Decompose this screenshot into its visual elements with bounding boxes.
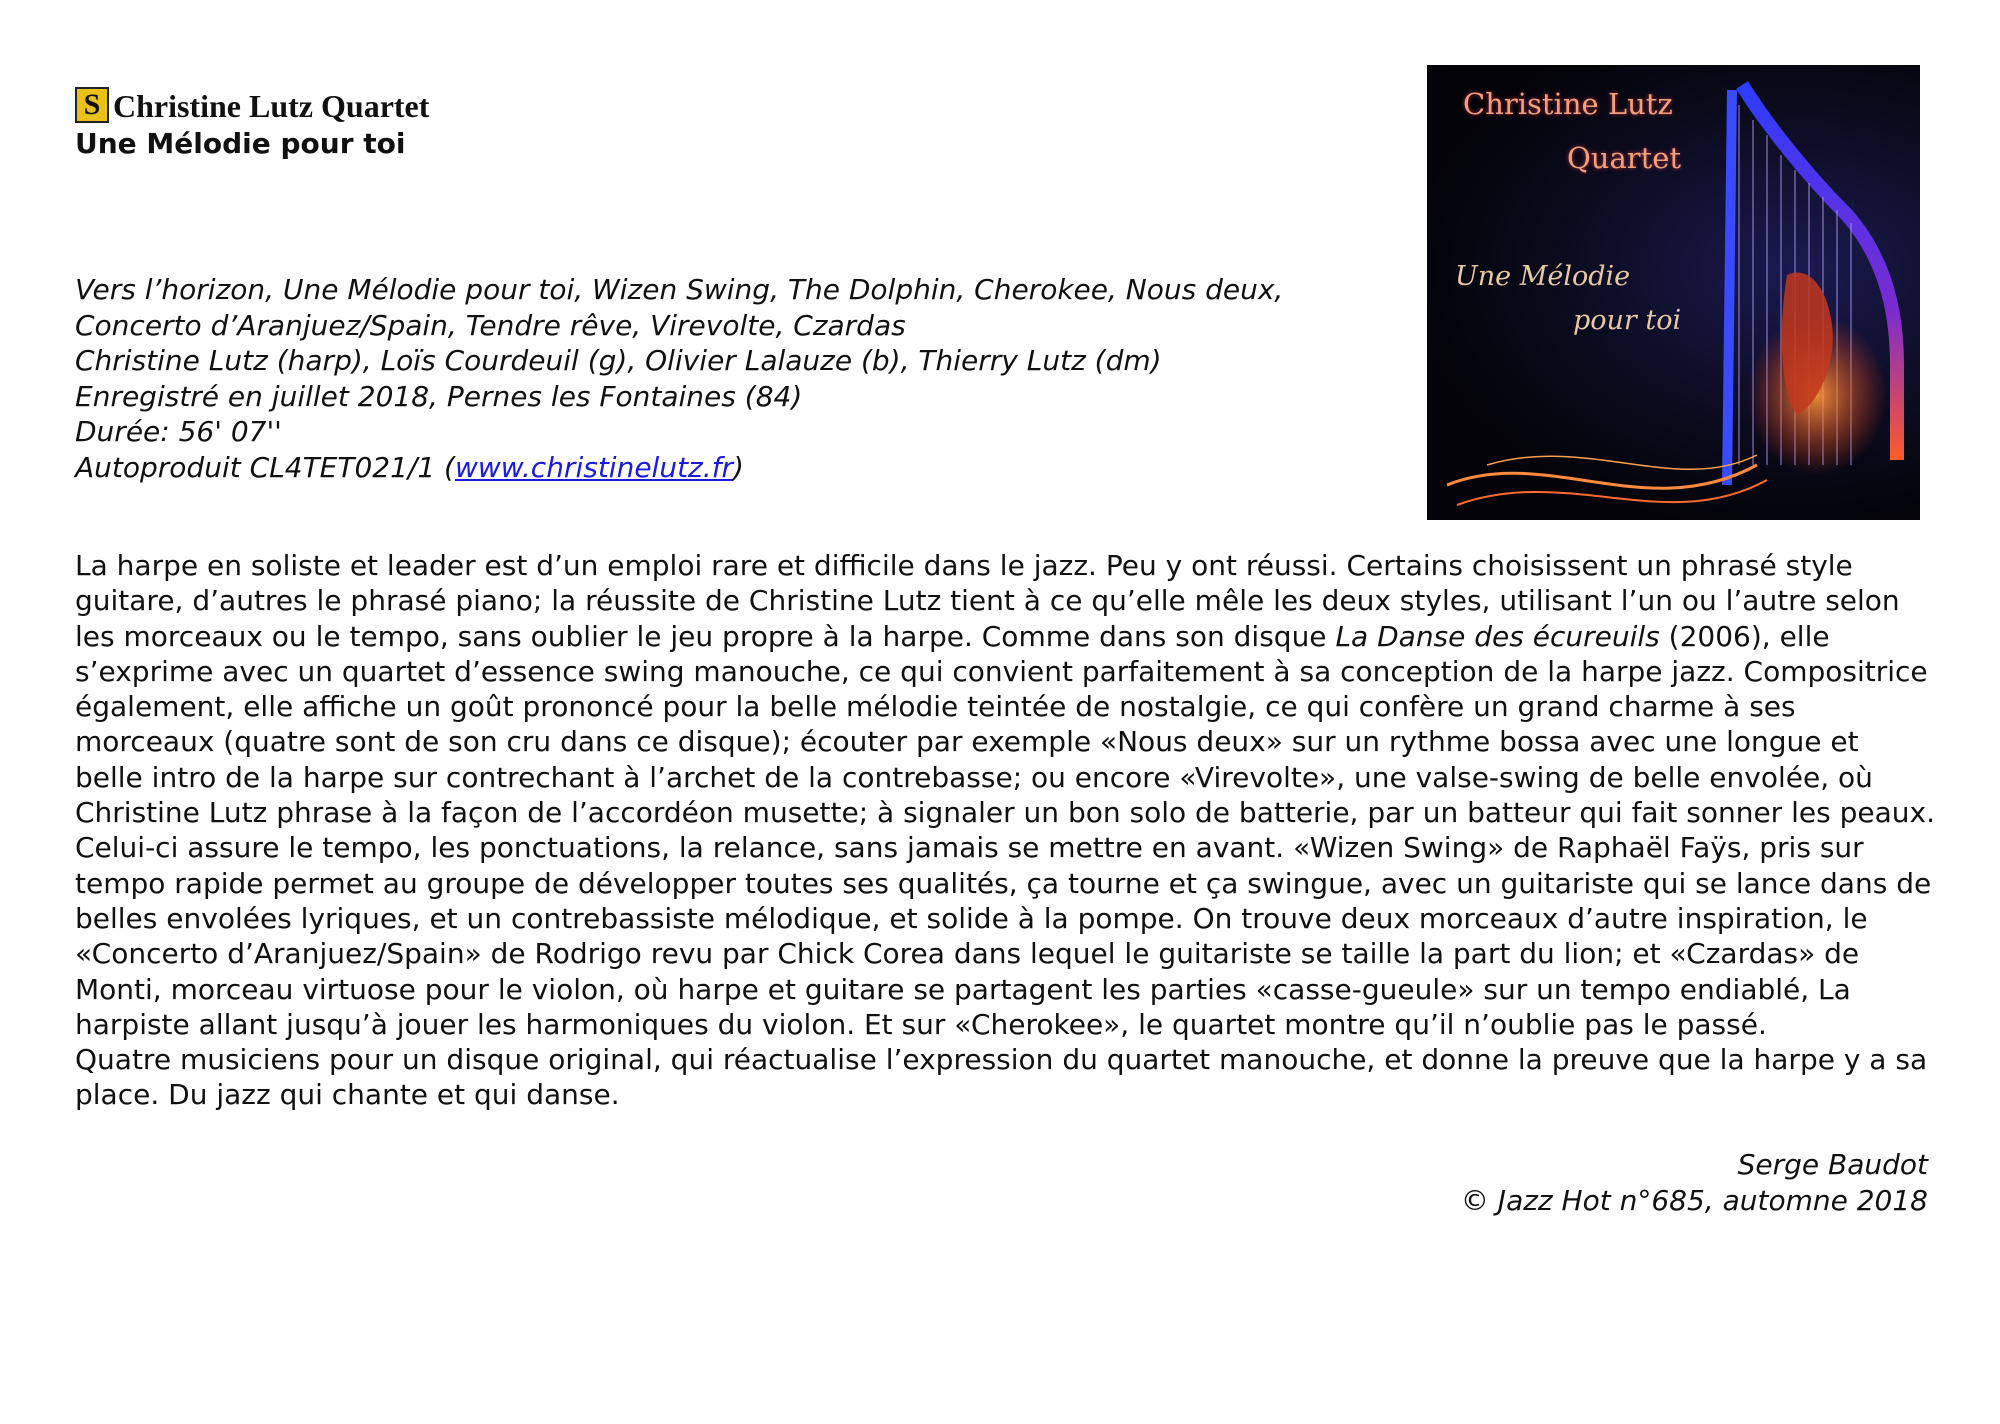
track-list-line-2: Concerto d’Aranjuez/Spain, Tendre rêve, Virevolte, Czardas: [75, 308, 906, 342]
personnel: Christine Lutz (harp), Loïs Courdeuil (g), Olivier Lalauze (b), Thierry Lutz (dm): [75, 344, 1162, 377]
artist-name: Christine Lutz Quartet: [113, 88, 430, 124]
artist-line: [75, 88, 429, 125]
harp-illustration: [1427, 65, 1920, 520]
label-prefix: Autoproduit CL4TET021/1 (: [75, 450, 455, 484]
album-details: [75, 272, 1395, 485]
source-credit: © Jazz Hot n°685, automne 2018: [1460, 1183, 1928, 1217]
website-link[interactable]: www.christinelutz.fr: [454, 450, 734, 484]
album-cover: [1427, 65, 1920, 520]
review-text: La harpe en soliste et leader est d’un emploi rare et difficile dans le jazz. Peu y ont réussi. Certains choisissent un phrasé style guitare, d’autres le phrasé piano; la réussite de Christine Lutz tient à ce qu’elle mêle les deux styles, utilisant l’un ou l’autre selon les morceaux ou le tempo, sans oublier le jeu propre à la harpe. Comme dans son disque: [75, 549, 1900, 653]
signature: [1461, 1147, 1928, 1218]
jazz-hot-s-logo-icon: S: [75, 87, 109, 123]
track-list-line-1: Vers l’horizon, Une Mélodie pour toi, Wizen Swing, The Dolphin, Cherokee, Nous deux,: [75, 273, 1284, 306]
review-header: [75, 88, 429, 160]
label-info: [75, 450, 1395, 486]
label-suffix: ): [733, 450, 744, 484]
review-paragraph-2: Quatre musiciens pour un disque original, qui réactualise l’expression du quartet manouche, et donne la preuve que la harpe y a sa place. Du jazz qui chante et qui danse.: [75, 1043, 1928, 1112]
review-body: [75, 548, 1935, 1113]
cover-script-line-2: pour toi: [1573, 305, 1682, 336]
album-reference: La Danse des écureuils: [1335, 619, 1660, 653]
review-text: (2006), elle s’exprime avec un quartet d’essence swing manouche, ce qui convient parfaitement à sa conception de la harpe jazz. Compositrice également, elle affiche un goût prononcé pour la belle mélodie teintée de nostalgie, ce qui confère un grand charme à ses morceaux (quatre sont de son cru dans ce disque); écouter par exemple «Nous deux» sur un rythme bossa avec une longue et belle intro de la harpe sur contrechant à l’archet de la contrebasse; ou encore «Virevolte», une valse-swing de belle envolée, où Christine Lutz phrase à la façon de l’accordéon musette; à signaler un bon solo de batterie, par un batteur qui fait sonner les peaux. Celui-ci assure le tempo, les ponctuations, la relance, sans jamais se mettre en avant. «Wizen Swing» de Raphaël Faÿs, pris sur tempo rapide permet au groupe de développer toutes ses qualités, ça tourne et ça swingue, avec un guitariste qui se lance dans de belles envolées lyriques, et un contrebassiste mélodique, et solide à la pompe. On trouve deux morceaux d’autre inspiration, le «Concerto d’Aranjuez/Spain» de Rodrigo revu par Chick Corea dans lequel le guitariste se taille la part du lion; et «Czardas» de Monti, morceau virtuose pour le violon, où harpe et guitare se partagent les parties «casse-gueule» sur un tempo endiablé, La harpiste allant jusqu’à jouer les harmoniques du violon. Et sur «Cherokee», le quartet montre qu’il n’oublie pas le passé.: [75, 619, 1935, 1041]
author-name: Serge Baudot: [1737, 1148, 1928, 1181]
cover-script-line-1: Une Mélodie: [1455, 261, 1631, 292]
cover-title-line-2: Quartet: [1567, 141, 1682, 175]
cover-title-line-1: Christine Lutz: [1463, 87, 1673, 121]
album-title: Une Mélodie pour toi: [75, 127, 406, 160]
recording-info: Enregistré en juillet 2018, Pernes les Fontaines (84): [75, 379, 803, 413]
review-paragraph-1: [75, 548, 1935, 1042]
duration: Durée: 56' 07'': [75, 415, 282, 448]
